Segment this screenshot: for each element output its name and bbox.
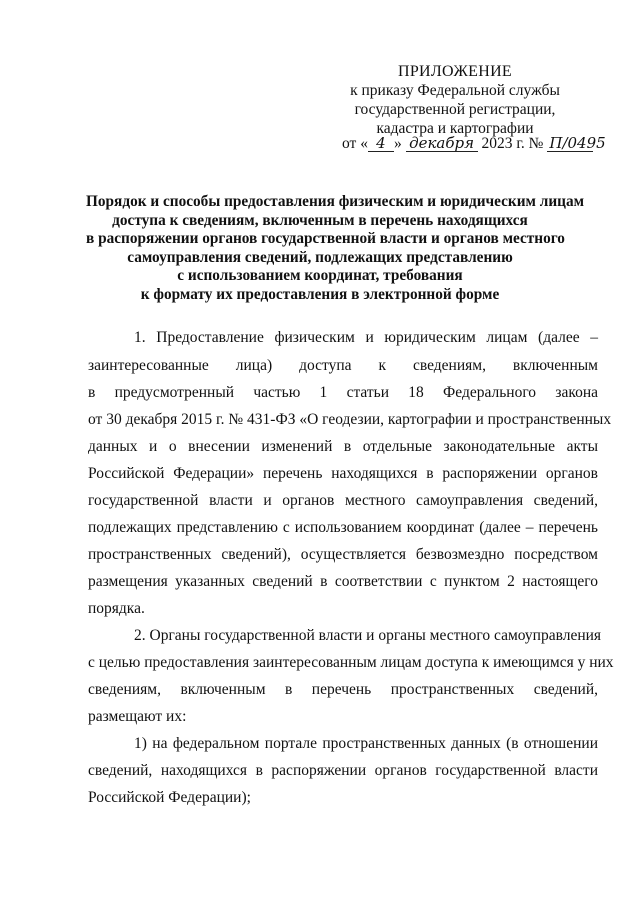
paragraph-line: размещают их: <box>88 708 187 725</box>
paragraph-line: государственной власти и органов местного самоуправления сведений, <box>88 492 598 509</box>
heading-line: к формату их предоставления в электронной форме <box>140 285 500 303</box>
heading-line: в распоряжении органов государственной власти и органов местного <box>86 230 565 248</box>
paragraph-line: данных и о внесении изменений в отдельные законодательные акты <box>88 438 598 455</box>
annex-block <box>330 62 580 138</box>
paragraph-line: от 30 декабря 2015 г. № 431-ФЗ «О геодезии, картографии и пространственных <box>88 411 612 428</box>
paragraph-line: сведений, находящихся в распоряжении органов государственной власти <box>88 762 598 779</box>
annex-line: государственной регистрации, <box>354 101 556 118</box>
date-prefix: от « <box>342 135 368 152</box>
paragraph-line: сведениям, включенным в перечень пространственных сведений, <box>88 681 598 698</box>
date-year: 2023 г. № <box>481 135 544 152</box>
paragraph-line: 1. Предоставление физическим и юридическим лицам (далее – <box>134 329 598 346</box>
handwritten-day: 4 <box>368 136 394 152</box>
document-heading <box>86 193 585 305</box>
handwritten-order-number: П/0495 <box>549 134 606 152</box>
heading-line: Порядок и способы предоставления физическим и юридическим лицам <box>86 193 585 210</box>
heading-line: доступа к сведениям, включенным в перечень находящихся <box>112 211 528 229</box>
paragraph-line: Российской Федерации» перечень находящихся в распоряжении органов <box>88 465 598 482</box>
handwritten-month: декабря <box>406 136 478 152</box>
order-date-line <box>342 134 606 153</box>
paragraph-line: в предусмотренный частью 1 статьи 18 Федерального закона <box>88 384 598 401</box>
annex-line: к приказу Федеральной службы <box>350 82 560 99</box>
annex-title: ПРИЛОЖЕНИЕ <box>397 63 512 80</box>
paragraph-line: 2. Органы государственной власти и органы местного самоуправления <box>134 627 602 644</box>
paragraph-line: подлежащих представлению с использованием координат (далее – перечень <box>88 519 598 536</box>
paragraph-line: заинтересованные лица) доступа к сведениям, включенным <box>88 357 598 374</box>
paragraph-line: пространственных сведений), осуществляется безвозмездно посредством <box>88 546 598 563</box>
annex-line: кадастра и картографии <box>376 120 534 137</box>
paragraph-line: размещения указанных сведений в соответствии с пунктом 2 настоящего <box>88 573 598 590</box>
heading-line: с использованием координат, требования <box>177 267 463 285</box>
heading-line: самоуправления сведений, подлежащих представлению <box>127 248 513 266</box>
paragraph-line: 1) на федеральном портале пространственных данных (в отношении <box>134 735 598 752</box>
date-mid: » <box>393 135 402 152</box>
paragraph-line: с целью предоставления заинтересованным лицам доступа к имеющимся у них <box>88 654 614 671</box>
paragraph-line: порядка. <box>88 600 145 617</box>
paragraph-line: Российской Федерации); <box>88 789 251 806</box>
